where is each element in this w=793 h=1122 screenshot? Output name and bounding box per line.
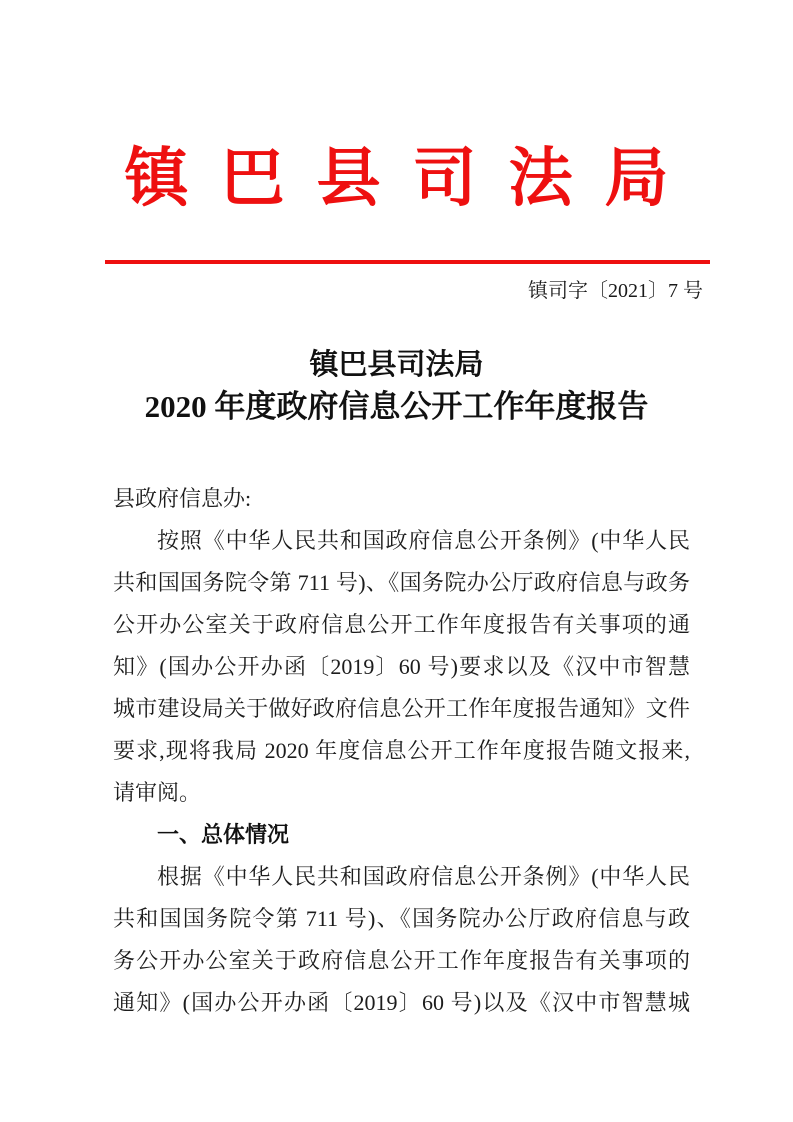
body-line: 根据《中华人民共和国政府信息公开条例》(中华人民: [157, 864, 690, 889]
body-line: 共和国国务院令第 711 号)、《国务院办公厅政府信息与政务: [113, 570, 690, 595]
section-heading-overview: 一、总体情况: [157, 822, 290, 847]
body-line: 要求,现将我局 2020 年度信息公开工作年度报告随文报来,: [113, 738, 690, 763]
salutation-line: 县政府信息办:: [113, 486, 252, 511]
document-body: [113, 478, 690, 1024]
body-line: 城市建设局关于做好政府信息公开工作年度报告通知》文件: [113, 696, 690, 721]
body-line: 知》(国办公开办函〔2019〕60 号)要求以及《汉中市智慧: [113, 654, 690, 679]
body-line: 请审阅。: [113, 780, 202, 805]
body-line: 公开办公室关于政府信息公开工作年度报告有关事项的通: [113, 612, 690, 637]
agency-letterhead: 镇巴县司法局: [124, 143, 701, 214]
document-number: 镇司字〔2021〕7 号: [528, 280, 703, 302]
body-line: 通知》(国办公开办函〔2019〕60 号)以及《汉中市智慧城: [113, 990, 690, 1015]
report-title-line-2: 2020 年度政府信息公开工作年度报告: [144, 389, 649, 424]
body-line: 共和国国务院令第 711 号)、《国务院办公厅政府信息与政: [113, 906, 690, 931]
report-title: [0, 345, 793, 429]
red-divider-line: [105, 260, 710, 264]
report-title-line-1: 镇巴县司法局: [309, 349, 484, 381]
body-line: 务公开办公室关于政府信息公开工作年度报告有关事项的: [113, 948, 690, 973]
body-line: 按照《中华人民共和国政府信息公开条例》(中华人民: [157, 528, 690, 553]
